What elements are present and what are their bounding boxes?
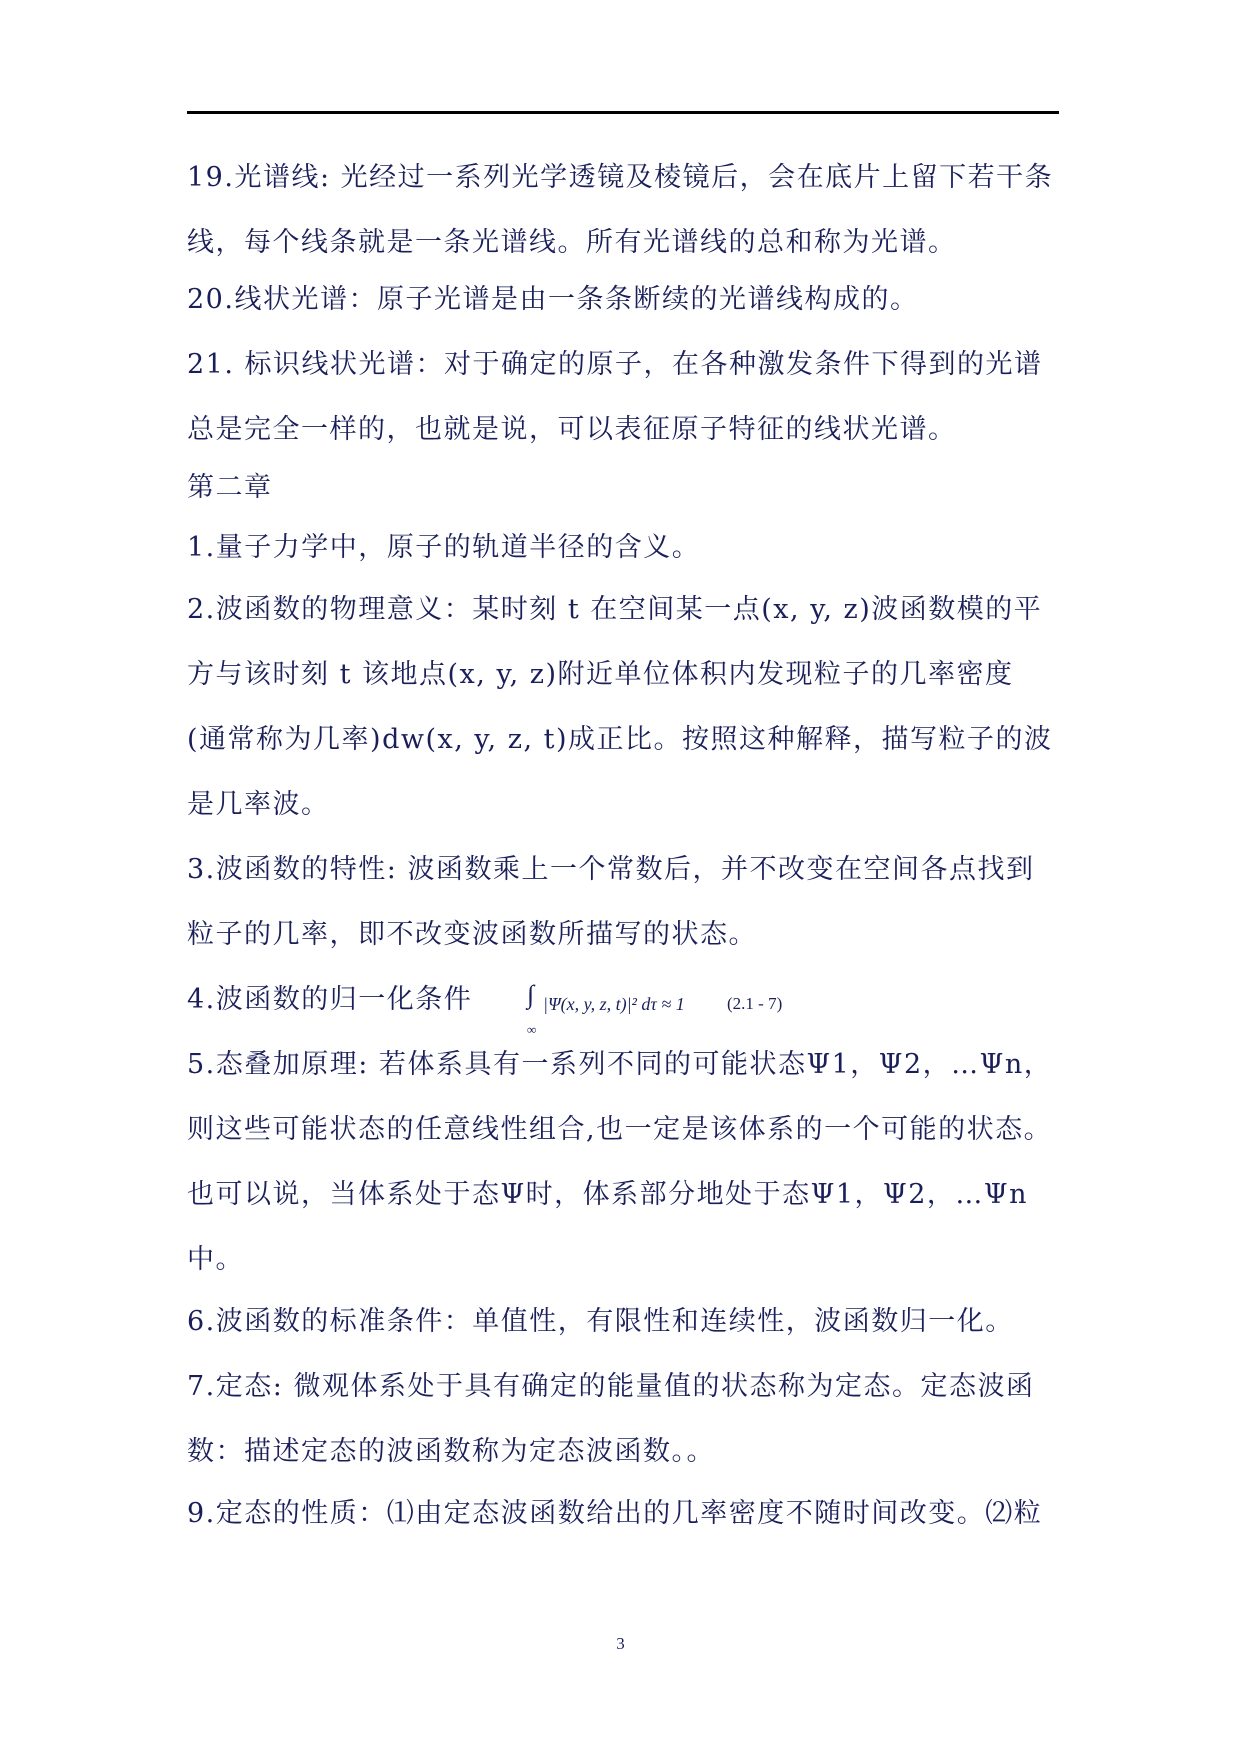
text-line: 粒子的几率，即不改变波函数所描写的状态。 xyxy=(187,919,757,950)
formula-body: |Ψ(x, y, z, t)|² dτ ≈ 1 xyxy=(543,994,685,1014)
text-line: 方与该时刻 t 该地点(x, y, z)附近单位体积内发现粒子的几率密度 xyxy=(187,659,1014,690)
text-line: 2.波函数的物理意义：某时刻 t 在空间某一点(x, y, z)波函数模的平 xyxy=(187,594,1043,625)
text-line: 21. 标识线状光谱：对于确定的原子，在各种激发条件下得到的光谱 xyxy=(187,349,1043,380)
text-line: (通常称为几率)dw(x, y, z, t)成正比。按照这种解释，描写粒子的波 xyxy=(187,724,1053,755)
integral-domain: ∞ xyxy=(527,1022,537,1037)
formula-label: 4.波函数的归一化条件 xyxy=(187,984,473,1015)
header-rule xyxy=(187,111,1059,114)
text-line: 20.线状光谱：原子光谱是由一条条断续的光谱线构成的。 xyxy=(187,284,919,315)
text-line: 也可以说，当体系处于态Ψ时，体系部分地处于态Ψ1，Ψ2，…Ψn xyxy=(187,1179,1028,1210)
text-line: 中。 xyxy=(187,1244,244,1275)
text-line: 9.定态的性质：⑴由定态波函数给出的几率密度不随时间改变。⑵粒 xyxy=(187,1498,1043,1529)
chapter-heading: 第二章 xyxy=(187,472,273,503)
text-line: 是几率波。 xyxy=(187,789,330,820)
text-line: 19.光谱线: 光经过一系列光学透镜及棱镜后，会在底片上留下若干条 xyxy=(187,162,1054,193)
text-line: 5.态叠加原理: 若体系具有一系列不同的可能状态Ψ1，Ψ2，…Ψn， xyxy=(187,1049,1053,1080)
text-line: 总是完全一样的，也就是说，可以表征原子特征的线状光谱。 xyxy=(187,414,957,445)
formula-line xyxy=(187,980,783,1037)
text-line: 数：描述定态的波函数称为定态波函数。。 xyxy=(187,1436,715,1467)
text-line: 3.波函数的特性: 波函数乘上一个常数后，并不改变在空间各点找到 xyxy=(187,854,1035,885)
text-line: 则这些可能状态的任意线性组合,也一定是该体系的一个可能的状态。 xyxy=(187,1114,1053,1145)
text-line: 线，每个线条就是一条光谱线。所有光谱线的总和称为光谱。 xyxy=(187,227,957,258)
text-line: 1.量子力学中，原子的轨道半径的含义。 xyxy=(187,532,701,563)
integral-sign: ∫ xyxy=(527,980,535,1009)
text-line: 7.定态: 微观体系处于具有确定的能量值的状态称为定态。定态波函 xyxy=(187,1371,1035,1402)
text-line: 6.波函数的标准条件：单值性，有限性和连续性，波函数归一化。 xyxy=(187,1306,1014,1337)
page-number: 3 xyxy=(616,1634,625,1653)
equation-number: (2.1 - 7) xyxy=(727,994,783,1013)
